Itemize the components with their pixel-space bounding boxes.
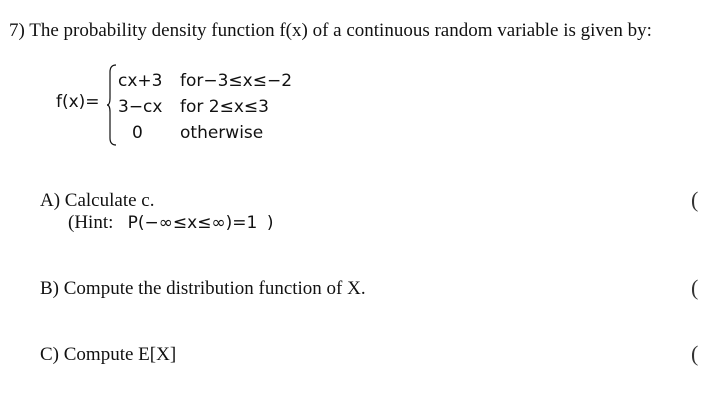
part-c-label: C) Compute E[X] [40, 344, 177, 365]
case-1-condition: for−3≤x≤−2 [180, 71, 293, 91]
margin-mark-b: ( [691, 275, 699, 300]
part-a-label: A) Calculate c. [40, 190, 155, 211]
function-lhs: f(x)= [56, 92, 100, 112]
hint-close: ) [266, 213, 274, 233]
hint-prefix: (Hint: [68, 212, 114, 233]
part-b-label: B) Compute the distribution function of X. [40, 278, 366, 299]
case-3-expression: 0 [132, 123, 143, 143]
case-1-expression: cx+3 [118, 71, 163, 91]
margin-mark-a: ( [691, 187, 699, 212]
question-text: 7) The probability density function f(x) of a continuous random variable is given by: [9, 20, 652, 41]
part-a-hint [68, 212, 273, 234]
case-2-condition: for 2≤x≤3 [180, 97, 269, 117]
case-3-condition: otherwise [180, 123, 264, 143]
case-2-expression: 3−cx [118, 97, 163, 117]
hint-equation: P(−∞≤x≤∞)=1 [127, 213, 258, 233]
piecewise-brace [107, 64, 117, 146]
margin-mark-c: ( [691, 341, 699, 366]
